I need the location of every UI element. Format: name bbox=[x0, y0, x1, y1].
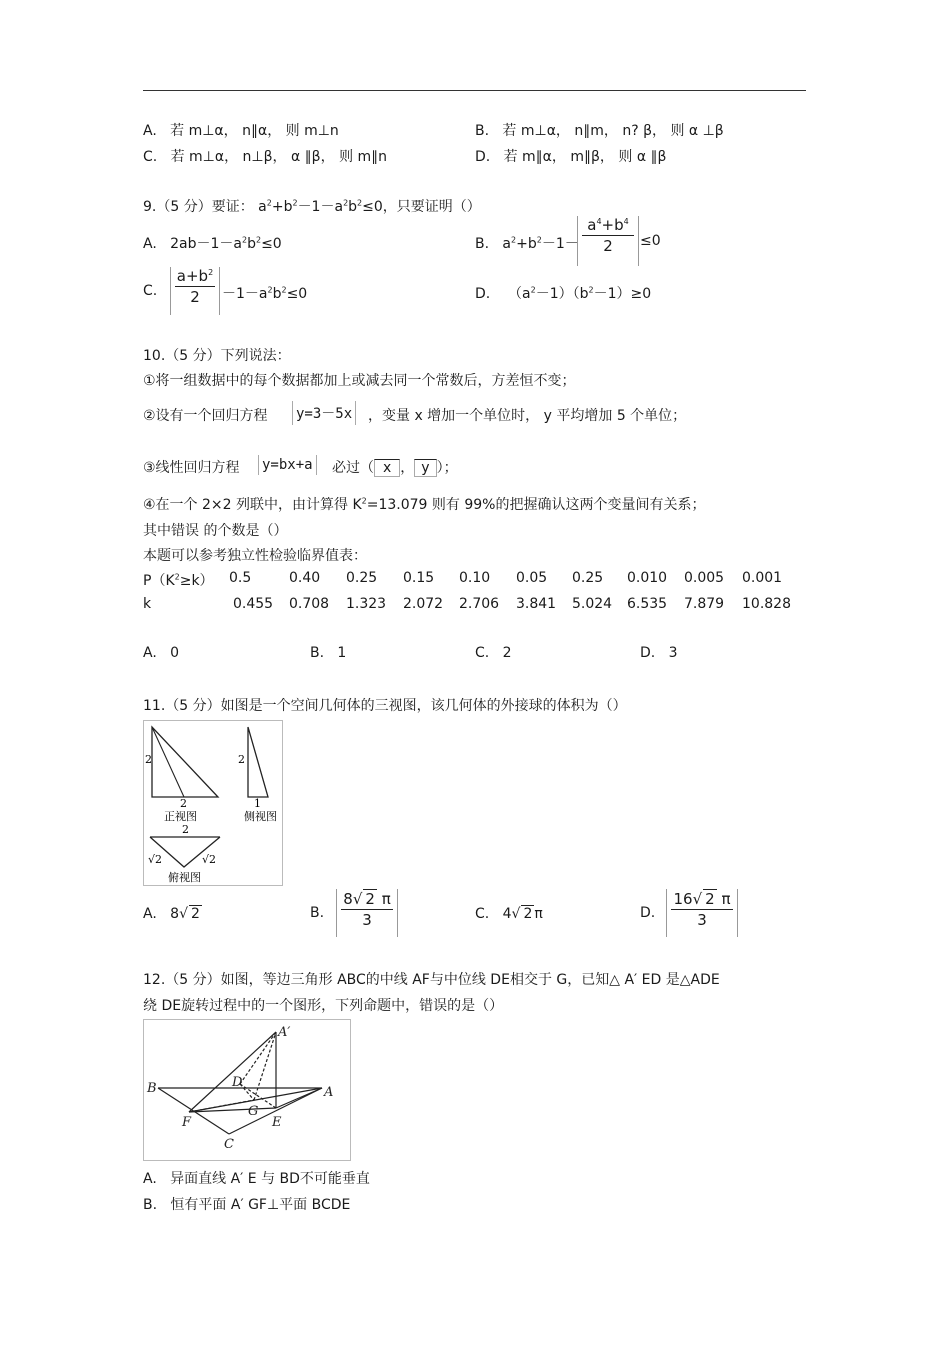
q10-option-d: D. 3 bbox=[640, 645, 678, 661]
table-cell: 0.001 bbox=[742, 570, 783, 586]
front-view-caption: 正视图 bbox=[164, 810, 197, 823]
q10-option-c: C. 2 bbox=[475, 645, 512, 661]
table-cell: 0.10 bbox=[459, 570, 491, 586]
q8-option-d: D. 若 m∥α， m∥β， 则 α ∥β bbox=[475, 149, 667, 165]
q11-option-a: A. 8√ 2 bbox=[143, 906, 200, 922]
q10-statement-5: 其中错误 的个数是（） bbox=[143, 523, 288, 539]
q8-option-c: C. 若 m⊥α， n⊥β， α ∥β， 则 m∥n bbox=[143, 149, 388, 165]
front-view-width-label: 2 bbox=[180, 797, 187, 810]
top-view-right-label: √2 bbox=[202, 853, 217, 866]
q11-option-d: 16√ 2 π 3 bbox=[666, 889, 738, 937]
q10-table-row1-label: $P(K^2\ge k)$ bbox=[143, 572, 214, 589]
q10-regression-eq-1: y=3－5x bbox=[292, 401, 356, 425]
table-cell: 0.25 bbox=[572, 570, 604, 586]
table-cell: 3.841 bbox=[516, 596, 557, 612]
label-b: B bbox=[147, 1081, 157, 1096]
side-view-caption: 侧视图 bbox=[244, 810, 277, 823]
side-view-width-label: 1 bbox=[254, 797, 261, 810]
label-a: A bbox=[324, 1085, 334, 1100]
top-view-caption: 俯视图 bbox=[168, 871, 201, 884]
table-cell: 0.005 bbox=[684, 570, 725, 586]
q12-option-b: B. 恒有平面 A′ GF⊥平面 BCDE bbox=[143, 1197, 351, 1213]
q10-stem: 10.（5 分）下列说法： bbox=[143, 348, 291, 364]
q11-option-b: 8√ 2 π 3 bbox=[336, 889, 398, 937]
table-cell: 2.072 bbox=[403, 596, 444, 612]
q9-stem: 9.（5 分）要证： $a^2+b^2-1-a^2b^2\le 0$，只要证明（） bbox=[143, 198, 481, 215]
q9-b-fraction: $a^4+b^4$ 2 bbox=[577, 216, 639, 266]
table-cell: 0.455 bbox=[233, 596, 274, 612]
table-cell: 0.708 bbox=[289, 596, 330, 612]
label-e: E bbox=[272, 1115, 282, 1130]
q10-statement-2: ②设有一个回归方程 bbox=[143, 408, 268, 424]
table-cell: 0.25 bbox=[346, 570, 378, 586]
q9-option-a: A. $2ab-1-a^2b^2\le 0$ bbox=[143, 235, 282, 252]
table-cell: 0.15 bbox=[403, 570, 435, 586]
table-cell: 0.40 bbox=[289, 570, 321, 586]
top-view-width-label: 2 bbox=[182, 823, 189, 836]
q9-b-post: ≤0 bbox=[640, 233, 661, 249]
q10-statement-1: ①将一组数据中的每个数据都加上或减去同一个常数后，方差恒不变； bbox=[143, 373, 576, 389]
table-cell: 10.828 bbox=[742, 596, 791, 612]
table-cell: 7.879 bbox=[684, 596, 725, 612]
table-cell: 0.010 bbox=[627, 570, 668, 586]
top-view-left-label: √2 bbox=[148, 853, 163, 866]
q10-table-intro: 本题可以参考独立性检验临界值表： bbox=[143, 548, 367, 564]
q11-option-b-letter: B. bbox=[310, 905, 325, 921]
q9-option-b: B. $a^2+b^2-1-$ bbox=[475, 235, 579, 252]
q10-statement-3: ③线性回归方程 bbox=[143, 460, 240, 476]
q9-c-fraction: $a+b^2$ 2 bbox=[170, 267, 220, 315]
q10-statement-3-post: 必过（ x ， y ）； bbox=[332, 460, 458, 476]
label-c: C bbox=[224, 1137, 234, 1152]
q12-stem-line2: 绕 DE旋转过程中的一个图形，下列命题中，错误的是（） bbox=[143, 998, 504, 1014]
label-d: D bbox=[232, 1075, 243, 1090]
q9-option-c-letter: C. bbox=[143, 283, 158, 299]
label-a-prime: A′ bbox=[278, 1025, 291, 1040]
table-cell: 2.706 bbox=[459, 596, 500, 612]
q9-option-d: D. $(a^2-1)(b^2-1)\ge 0$ bbox=[475, 285, 652, 302]
q10-option-b: B. 1 bbox=[310, 645, 347, 661]
q11-three-view-figure bbox=[143, 720, 283, 886]
q8-option-a: A. 若 m⊥α， n∥α， 则 m⊥n bbox=[143, 123, 339, 139]
q11-option-d-letter: D. bbox=[640, 905, 656, 921]
side-view-height-label: 2 bbox=[238, 753, 245, 766]
q11-option-c: C. 4√ 2 π bbox=[475, 906, 543, 922]
table-cell: 1.323 bbox=[346, 596, 387, 612]
three-view-diagram bbox=[144, 721, 282, 885]
q9-c-post: $-1-a^2b^2\le 0$ bbox=[222, 285, 308, 302]
q12-figure bbox=[143, 1019, 351, 1161]
header-rule bbox=[143, 90, 806, 91]
table-cell: 5.024 bbox=[572, 596, 613, 612]
q12-stem-line1: 12.（5 分）如图，等边三角形 ABC的中线 AF与中位线 DE相交于 G，已知△ A′ ED 是△ADE bbox=[143, 972, 720, 988]
q11-stem: 11.（5 分）如图是一个空间几何体的三视图，该几何体的外接球的体积为（） bbox=[143, 698, 627, 714]
label-g: G bbox=[248, 1104, 259, 1119]
table-cell: 0.05 bbox=[516, 570, 548, 586]
q10-statement-4: ④在一个 2×2 列联中，由计算得 $K^2=13.079$ 则有 99%的把握确认这两个变量间有关系； bbox=[143, 496, 706, 513]
q10-option-a: A. 0 bbox=[143, 645, 180, 661]
q10-statement-2-post: ，变量 x 增加一个单位时， y 平均增加 5 个单位； bbox=[368, 408, 687, 424]
table-cell: 6.535 bbox=[627, 596, 668, 612]
q8-option-b: B. 若 m⊥α， n∥m， n? β， 则 α ⊥β bbox=[475, 123, 724, 139]
table-cell: 0.5 bbox=[229, 570, 252, 586]
label-f: F bbox=[182, 1115, 192, 1130]
folding-triangle-diagram bbox=[144, 1020, 350, 1160]
q10-regression-eq-2: y=bx+a bbox=[258, 455, 317, 475]
q10-table-row2-label: k bbox=[143, 596, 152, 612]
front-view-height-label: 2 bbox=[145, 753, 152, 766]
q12-option-a: A. 异面直线 A′ E 与 BD不可能垂直 bbox=[143, 1171, 370, 1187]
